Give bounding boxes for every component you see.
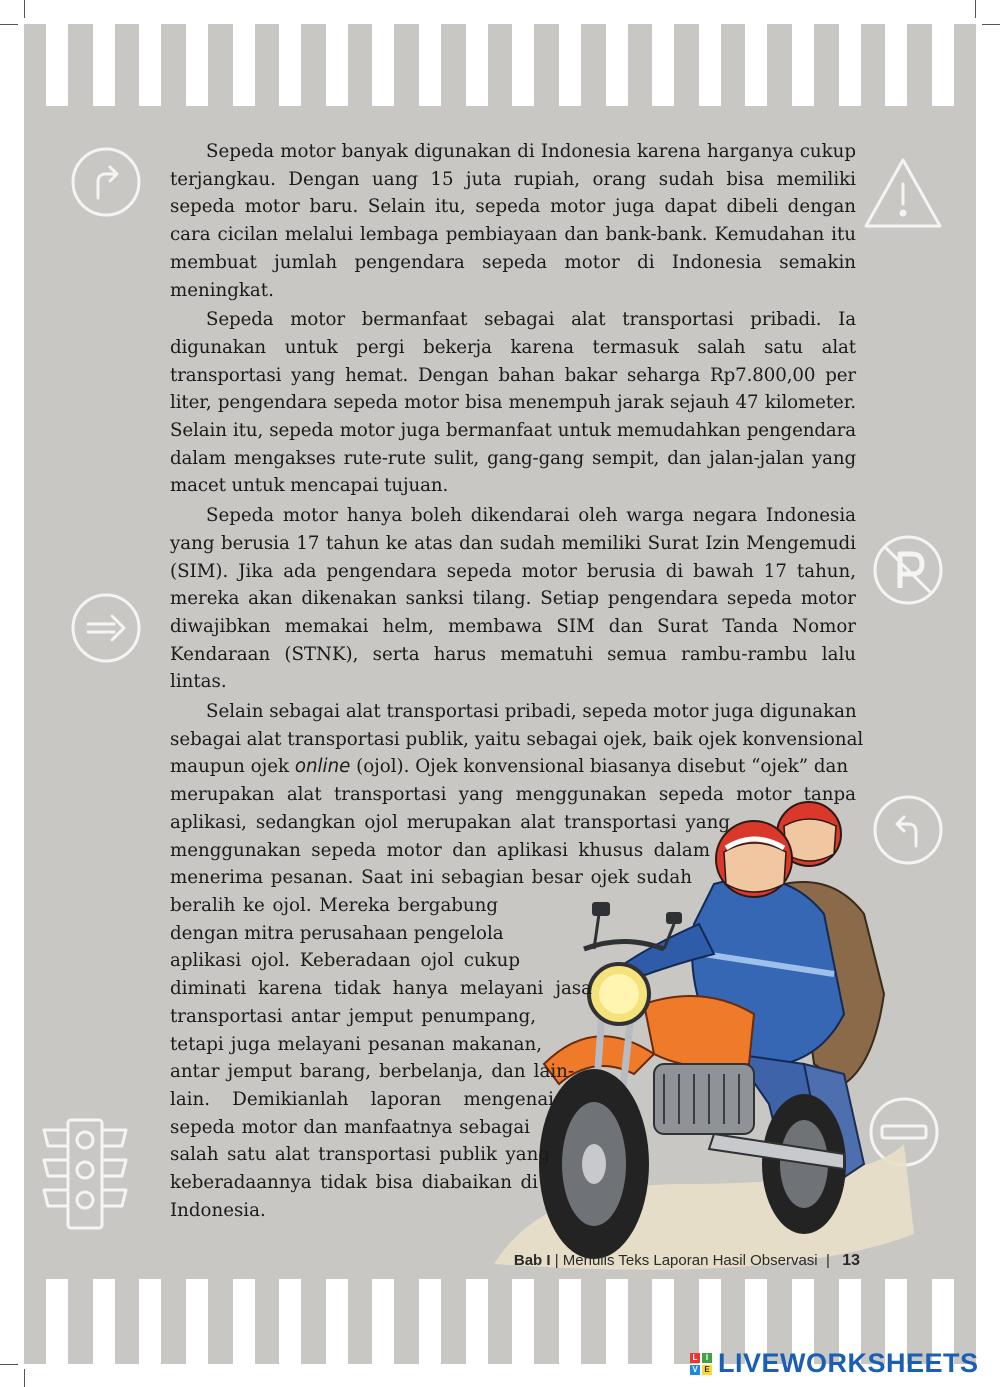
footer-separator: | <box>550 1252 563 1269</box>
no-parking-sign-icon <box>872 534 944 606</box>
paragraph-4-line: beralih ke ojol. Mereka bergabung <box>170 894 498 916</box>
footer-separator: | <box>817 1252 839 1269</box>
paragraph-4-line: menggunakan sepeda motor dan aplikasi khusus dalam <box>170 839 710 861</box>
crop-mark <box>0 1364 18 1365</box>
paragraph-4-line: aplikasi ojol. Keberadaan ojol cukup <box>170 950 520 972</box>
online-italic-word: online <box>294 756 351 778</box>
traffic-light-icon <box>40 1116 130 1236</box>
page-background <box>24 24 976 1364</box>
logo-tile: I <box>702 1353 712 1363</box>
paragraph-4-line: merupakan alat transportasi yang menggunakan sepeda motor tanpa <box>170 784 856 806</box>
arrow-right-sign-icon <box>70 592 142 664</box>
paragraph-4-line: keberadaannya tidak bisa diabaikan di <box>170 1172 538 1194</box>
paragraph-4-fragment: maupun ojek <box>170 756 290 778</box>
paragraph-4 <box>170 698 864 1224</box>
top-zebra-stripes <box>24 24 976 106</box>
paragraph-4-line <box>170 753 856 781</box>
logo-tile: E <box>702 1365 712 1375</box>
paragraph-4-line: sebagai alat transportasi publik, yaitu sebagai ojek, baik ojek konvensional <box>170 728 864 750</box>
liveworksheets-watermark[interactable] <box>690 1348 979 1379</box>
paragraph-3: Sepeda motor hanya boleh dikendarai oleh warga negara Indonesia yang berusia 17 tahun ke atas dan sudah memiliki Surat Izin Mengemudi (SIM). Jika ada pengendara sepeda motor berusia di bawah 17 tahun, mereka akan dikenakan sanksi tilang. Setiap pengendara sepeda motor diwajibkan memakai helm, membawa SIM dan Surat Tanda Nomor Kendaraan (STNK), serta harus mematuhi semua rambu-rambu lalu lintas. <box>170 505 856 693</box>
paragraph-4-line: aplikasi, sedangkan ojol merupakan alat transportasi yang <box>170 811 730 833</box>
paragraph-4-line: transportasi antar jemput penumpang, <box>170 1005 536 1027</box>
page-number: 13 <box>842 1252 860 1269</box>
logo-tile: L <box>690 1353 700 1363</box>
paragraph-4-line: lain. Demikianlah laporan mengenai <box>170 1088 554 1110</box>
paragraph-4-line: dengan mitra perusahaan pengelola <box>170 922 504 944</box>
crop-mark <box>24 1369 25 1387</box>
paragraph-4-fragment: (ojol). Ojek konvensional biasanya disebut “ojek” dan <box>356 756 849 778</box>
chapter-title: Menulis Teks Laporan Hasil Observasi <box>562 1252 818 1269</box>
paragraph-4-line: menerima pesanan. Saat ini sebagian besar ojek sudah <box>170 867 692 889</box>
page-footer <box>514 1252 860 1270</box>
paragraph-4-line: Indonesia. <box>170 1199 266 1221</box>
crop-mark <box>975 0 976 18</box>
paragraph-4-line: salah satu alat transportasi publik yang <box>170 1144 550 1166</box>
liveworksheets-logo-icon <box>690 1353 712 1375</box>
paragraph-4-line: diminati karena tidak hanya melayani jasa <box>170 978 592 1000</box>
paragraph-4-line: antar jemput barang, berbelanja, dan lain- <box>170 1061 574 1083</box>
report-text-body <box>170 138 864 1224</box>
crop-mark <box>0 24 18 25</box>
crop-mark <box>24 0 25 18</box>
warning-triangle-sign-icon <box>860 154 946 234</box>
chapter-label: Bab I <box>513 1252 551 1269</box>
logo-tile: V <box>690 1365 700 1375</box>
paragraph-4-line: Selain sebagai alat transportasi pribadi, sepeda motor juga digunakan <box>206 701 857 723</box>
turn-right-sign-icon <box>70 146 142 218</box>
crop-mark <box>982 24 1000 25</box>
liveworksheets-brand-text: LIVEWORKSHEETS <box>718 1348 979 1378</box>
paragraph-4-line: sepeda motor dan manfaatnya sebagai <box>170 1116 530 1138</box>
paragraph-4-line: tetapi juga melayani pesanan makanan, <box>170 1033 542 1055</box>
paragraph-2: Sepeda motor bermanfaat sebagai alat transportasi pribadi. Ia digunakan untuk pergi bekerja karena termasuk salah satu alat transportasi yang hemat. Dengan bahan bakar seharga Rp7.800,00 per liter, pengendara sepeda motor bisa menempuh jarak sejauh 47 kilometer. Selain itu, sepeda motor juga bermanfaat untuk memudahkan pengendara dalam mengakses rute-rute sulit, gang-gang sempit, dan jalan-jalan yang macet untuk mencapai tujuan. <box>170 309 856 497</box>
paragraph-1: Sepeda motor banyak digunakan di Indonesia karena harganya cukup terjangkau. Dengan uang 15 juta rupiah, orang sudah bisa memiliki sepeda motor baru. Selain itu, sepeda motor juga dapat dibeli dengan cara cicilan melalui lembaga pembiayaan dan bank-bank. Kemudahan itu membuat jumlah pengendara sepeda motor di Indonesia semakin meningkat. <box>170 141 856 301</box>
